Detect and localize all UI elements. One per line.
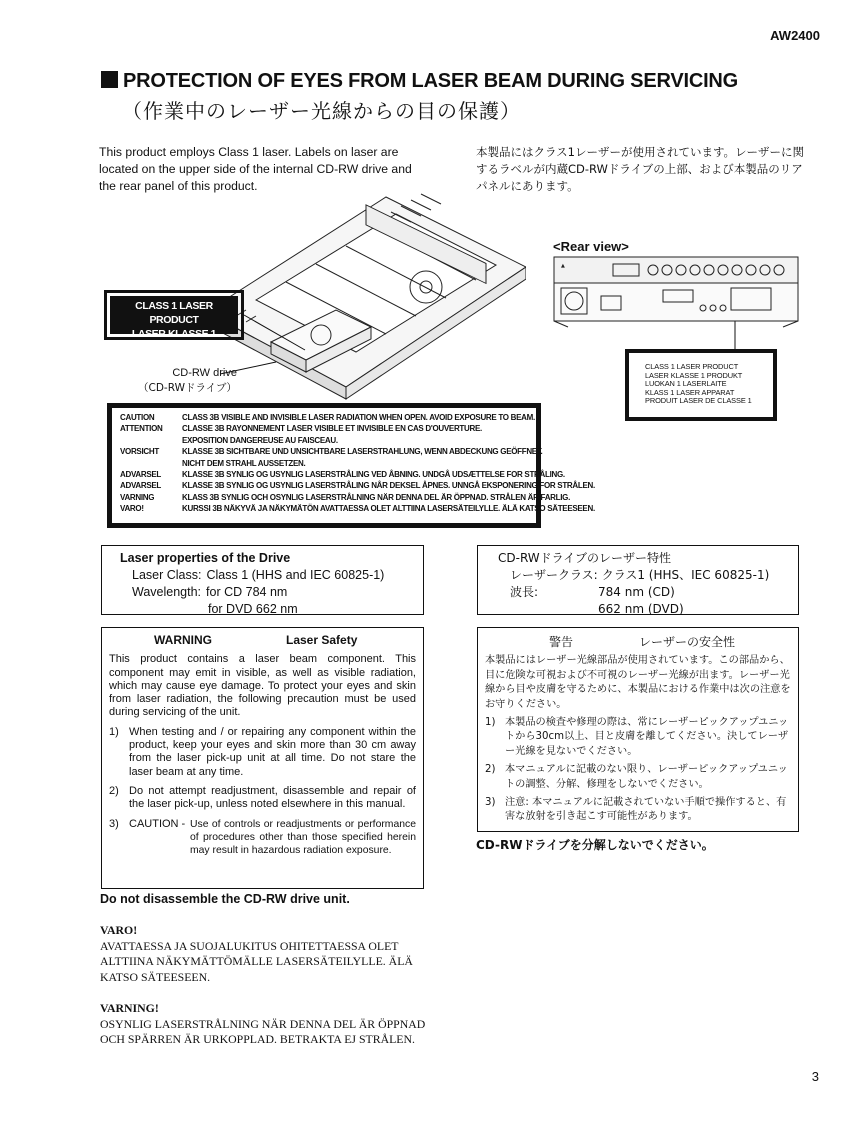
caution-text: KLASSE 3B SYNLIG OG USYNLIG LASERSTRÅLING NÅR DEKSEL ÅPNES. UNNGÅ EKSPONERING FOR STRÅLEN. xyxy=(182,481,595,491)
caution-text: KLASSE 3B SYNLIG OG USYNLIG LASERSTRÅLING VED ÅBNING. UNDGÅ UDSÆTTELSE FOR STRÅLING. xyxy=(182,470,565,480)
no-disassemble-note-jp: CD-RWドライブを分解しないでください。 xyxy=(476,838,714,852)
caution-text: EXPOSITION DANGEREUSE AU FAISCEAU. xyxy=(182,435,338,445)
class-label-line-1: CLASS 1 LASER PRODUCT xyxy=(135,300,213,326)
caution-key: ADVARSEL xyxy=(120,481,162,491)
wavelength-key-jp: 波長: xyxy=(510,585,539,599)
wavelength-cd: for CD 784 nm xyxy=(206,585,288,599)
class-label-line-2: LASER KLASSE 1 xyxy=(131,328,217,340)
no-disassemble-note-en: Do not disassemble the CD-RW drive unit. xyxy=(100,892,350,906)
list-item xyxy=(485,763,791,792)
intro-text-en: This product employs Class 1 laser. Labels on laser are located on the upper side of the internal CD-RW drive and the rear panel of this product. xyxy=(99,145,412,193)
warning-list-jp xyxy=(485,716,791,825)
swedish-warning-text: OSYNLIG LASERSTRÅLNING NÄR DENNA DEL ÄR ÖPPNAD OCH SPÄRREN ÄR URKOPPLAD. BETRAKTA EJ STRÅLEN. xyxy=(100,1016,426,1047)
rear-laser-label xyxy=(625,349,777,421)
wavelength-key: Wavelength: xyxy=(132,585,202,599)
caution-key: VARNING xyxy=(120,492,155,502)
item-text: 本製品の検査や修理の際は、常にレーザーピックアップユニットから30cm以上、目と皮膚を離してください。決してレーザー光線を見ないでください。 xyxy=(505,717,789,757)
item-number: 3) xyxy=(109,817,119,830)
laser-class-value-jp: クラス1 (HHS、IEC 60825-1) xyxy=(601,568,770,582)
caution-key: VARO! xyxy=(120,504,144,514)
rear-label-line: PRODUIT LASER DE CLASSE 1 xyxy=(645,396,752,406)
page-title-japanese: （作業中のレーザー光線からの目の保護） xyxy=(122,99,521,123)
swedish-warning xyxy=(100,1001,430,1048)
cdrw-label-jp: （CD-RWドライブ） xyxy=(138,382,237,394)
warning-title: WARNING xyxy=(154,633,212,647)
finnish-warning xyxy=(100,923,430,985)
cdrw-drive-callout xyxy=(138,366,237,396)
list-item xyxy=(109,726,416,779)
caution-text: CLASS 3B VISIBLE AND INVISIBLE LASER RADIATION WHEN OPEN. AVOID EXPOSURE TO BEAM. xyxy=(182,413,535,422)
rear-view-title: <Rear view> xyxy=(553,239,629,254)
item-number: 2) xyxy=(485,764,496,776)
item-text: 注意: 本マニュアルに記載されていない手順で操作すると、有害な放射を引き起こす可能性があります。 xyxy=(505,797,787,823)
warning-intro-jp: 本製品にはレーザー光線部品が使用されています。この部品から、目に危険な可視および不可視のレーザー光線が出ます。レーザー光線から目や皮膚を守るために、本製品における作業中は次の注意をお守りください。 xyxy=(485,655,791,710)
item-number: 2) xyxy=(109,784,119,797)
finnish-warning-text: AVATTAESSA JA SUOJALUKITUS OHITETTAESSA OLET ALTTIINA NÄKYMÄTTÖMÄLLE LASERSÄTEILYLLE. ÄLÄ KATSO SÄTEESEEN. xyxy=(100,938,413,984)
list-item xyxy=(485,796,791,825)
caution-text: KURSSI 3B NÄKYVÄ JA NÄKYMÄTÖN AVATTAESSA OLET ALTTIINA LASERSÄTEILYLLE. ÄLÄ KATSO SÄTEESEEN. xyxy=(182,504,595,514)
warning-list xyxy=(109,726,416,858)
item-number: 1) xyxy=(485,717,496,729)
title-square-bullet xyxy=(101,71,118,88)
caution-key xyxy=(120,435,182,446)
warning-subtitle: Laser Safety xyxy=(286,633,358,647)
item-text: When testing and / or repairing any component within the product, keep your eyes and skin more than 30 cm away from the laser pick-up unit at all time. Do not stare the laser beam at any time. xyxy=(129,725,416,778)
item-text: Do not attempt readjustment, disassemble and repair of the laser pick-up, unless noted elsewhere in this manual. xyxy=(129,784,416,811)
rear-label-line: LUOKAN 1 LASERLAITE xyxy=(645,379,727,389)
wavelength-cd-jp: 784 nm (CD) xyxy=(598,585,675,599)
page-number: 3 xyxy=(811,1069,819,1084)
caution-key: CAUTION xyxy=(120,413,155,422)
laser-class-value: Class 1 (HHS and IEC 60825-1) xyxy=(206,568,385,582)
rear-label-line: LASER KLASSE 1 PRODUKT xyxy=(645,370,743,380)
warning-title-jp: 警告 xyxy=(549,635,574,649)
item-text: Use of controls or readjustments or performance of procedures other than those specified herein may result in hazardous radiation exposure. xyxy=(190,818,416,857)
laser-class-key-jp: レーザークラス: xyxy=(510,568,598,582)
properties-heading-jp: CD-RWドライブのレーザー特性 xyxy=(498,551,671,565)
laser-properties-en xyxy=(101,545,424,615)
wavelength-dvd-jp: 662 nm (DVD) xyxy=(598,602,684,616)
caution-text: KLASS 3B SYNLIG OCH OSYNLIG LASERSTRÅLNING NÄR DENNA DEL ÄR ÖPPNAD. STRÅLEN ÄR FARLIG. xyxy=(182,492,571,502)
caution-key: VORSICHT xyxy=(120,447,159,457)
wavelength-dvd: for DVD 662 nm xyxy=(208,602,298,616)
caution-key xyxy=(120,458,182,469)
laser-caution-label xyxy=(107,403,595,528)
caution-text: KLASSE 3B SICHTBARE UND UNSICHTBARE LASERSTRAHLUNG, WENN ABDECKUNG GEÖFFNET. xyxy=(182,447,543,457)
list-item xyxy=(109,818,416,858)
swedish-warning-title: VARNING! xyxy=(100,1001,159,1015)
caution-key: ADVARSEL xyxy=(120,470,162,480)
intro-text-jp: 本製品にはクラス1レーザーが使用されています。レーザーに関するラベルが内蔵CD-RWドライブの上部、および本製品のリアパネルにあります。 xyxy=(476,145,805,193)
rear-panel-illustration xyxy=(553,256,799,328)
rear-label-line: CLASS 1 LASER PRODUCT xyxy=(645,362,739,371)
list-item xyxy=(485,716,791,759)
warning-box-en xyxy=(101,627,424,889)
item-number: 1) xyxy=(109,725,119,738)
rear-brand-logo: ▲ xyxy=(561,263,565,269)
caution-key: ATTENTION xyxy=(120,424,163,434)
warning-intro: This product contains a laser beam component. This component may emit in visible, as well as visible radiation, which may cause eye damage. To protect your eyes and skin from laser radiation, the following precaution must be used during servicing of the unit. xyxy=(109,653,416,719)
class-1-laser-label xyxy=(104,290,244,340)
device-interior-illustration xyxy=(196,192,526,402)
properties-heading: Laser properties of the Drive xyxy=(120,551,291,565)
caution-text: CLASSE 3B RAYONNEMENT LASER VISIBLE ET INVISIBLE EN CAS D'OUVERTURE. xyxy=(182,424,482,434)
model-name: AW2400 xyxy=(770,28,820,43)
laser-properties-jp xyxy=(477,545,799,615)
item-text: 本マニュアルに記載のない限り、レーザーピックアップユニットの調整、分解、修理をしないでください。 xyxy=(505,764,788,790)
cdrw-label-en: CD-RW drive xyxy=(172,367,237,379)
rear-label-line: KLASS 1 LASER APPARAT xyxy=(645,387,735,397)
warning-box-jp xyxy=(477,627,799,832)
caution-key: CAUTION - xyxy=(129,817,186,830)
page-title xyxy=(101,70,738,93)
page-title-text: PROTECTION OF EYES FROM LASER BEAM DURING SERVICING xyxy=(123,70,739,92)
caution-text: NICHT DEM STRAHL AUSSETZEN. xyxy=(182,458,306,468)
laser-class-key: Laser Class: xyxy=(132,568,202,582)
warning-subtitle-jp: レーザーの安全性 xyxy=(639,635,736,649)
finnish-warning-title: VARO! xyxy=(100,923,138,937)
list-item xyxy=(109,785,416,812)
item-number: 3) xyxy=(485,797,496,809)
